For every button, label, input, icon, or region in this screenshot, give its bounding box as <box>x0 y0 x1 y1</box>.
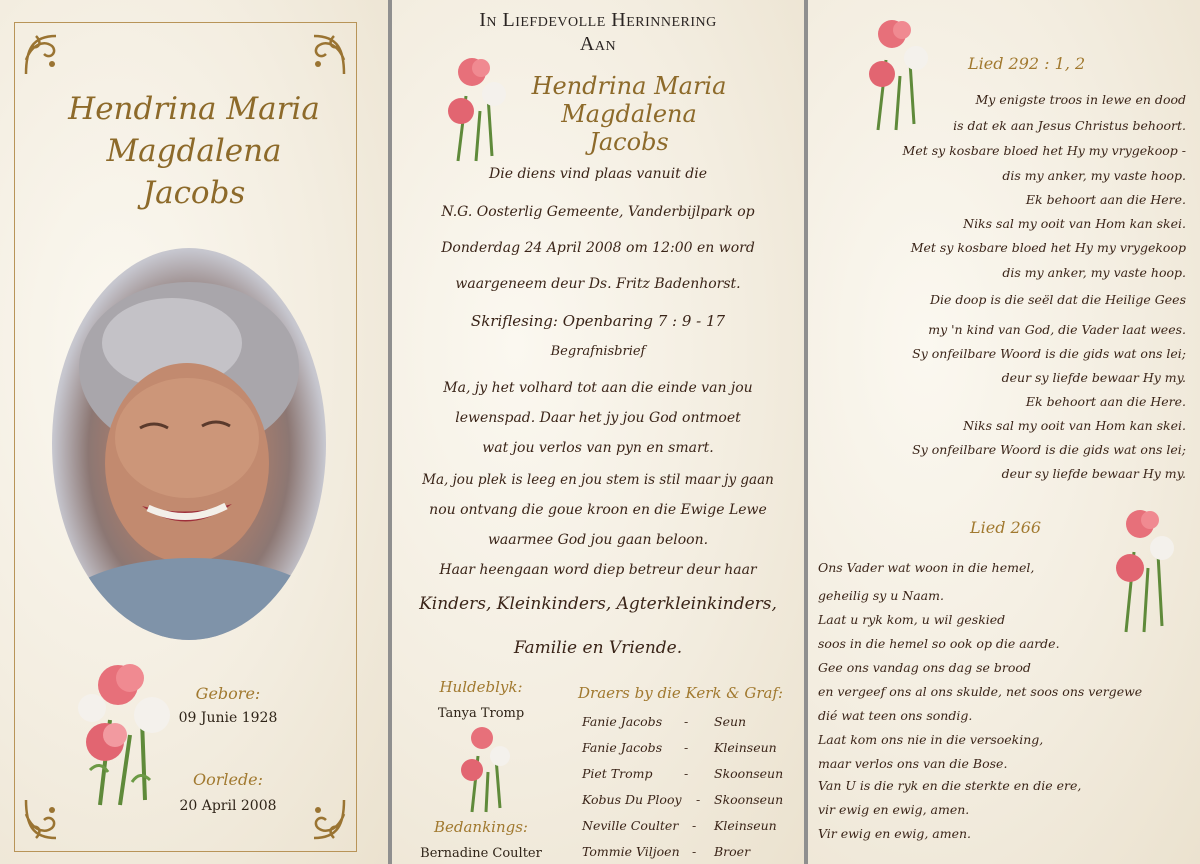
hymn1-line: Met sy kosbare bloed het Hy my vrygekoop - <box>902 143 1186 158</box>
letter-line: lewenspad. Daar het jy jou God ontmoet <box>455 410 741 426</box>
letter-line: Ma, jou plek is leeg en jou stem is stil maar jy gaan <box>422 472 774 488</box>
bearer-dash: - <box>692 818 697 833</box>
born-label: Gebore: <box>195 684 261 703</box>
memoriam-heading: In Liefdevolle Herinnering Aan <box>479 9 717 55</box>
hymn1-line: Met sy kosbare bloed het Hy my vrygekoop <box>910 240 1186 255</box>
hymn1-line: My enigste troos in lewe en dood <box>975 92 1186 107</box>
hymn2-line: dié wat teen ons sondig. <box>818 708 973 723</box>
service-line: waargeneem deur Ds. Fritz Badenhorst. <box>455 276 741 292</box>
service-line: Donderdag 24 April 2008 om 12:00 en word <box>441 240 755 256</box>
bearer-dash: - <box>696 792 701 807</box>
hymn1-line: deur sy liefde bewaar Hy my. <box>1001 370 1186 385</box>
portrait-photo <box>52 248 326 640</box>
carnation-flower-icon <box>450 726 514 818</box>
thanks-label: Bedankings: <box>433 818 528 836</box>
letter-title: Begrafnisbrief <box>550 344 646 359</box>
hymn-panel <box>808 0 1200 864</box>
bearer-dash: - <box>684 766 689 781</box>
cover-panel <box>0 0 388 864</box>
bearer-name: Fanie Jacobs <box>582 714 663 729</box>
hymn1-line: is dat ek aan Jesus Christus behoort. <box>953 118 1186 133</box>
carnation-flower-icon <box>854 18 930 138</box>
corner-ornament-icon <box>22 30 90 78</box>
corner-ornament-icon <box>280 30 348 78</box>
bearer-relation: Broer <box>714 844 751 859</box>
bearer-name: Piet Tromp <box>582 766 653 781</box>
bearer-name: Tommie Viljoen <box>582 844 680 859</box>
hymn2-line: Gee ons vandag ons dag se brood <box>818 660 1031 675</box>
bearer-relation: Skoonseun <box>714 766 784 781</box>
hymn2-line: Laat kom ons nie in die versoeking, <box>818 732 1044 747</box>
service-panel <box>392 0 804 864</box>
hymn1-line: Niks sal my ooit van Hom kan skei. <box>963 418 1186 433</box>
deceased-name-mid: Hendrina Maria Magdalena Jacobs <box>531 72 727 156</box>
bearer-name: Neville Coulter <box>582 818 679 833</box>
letter-line: Ma, jy het volhard tot aan die einde van jou <box>443 380 753 396</box>
hymn2-line: Laat u ryk kom, u wil geskied <box>818 612 1006 627</box>
hymn2-line: Vir ewig en ewig, amen. <box>818 826 972 841</box>
letter-line: waarmee God jou gaan beloon. <box>487 532 709 548</box>
service-line: Die diens vind plaas vanuit die <box>489 166 707 182</box>
hymn1-line: Sy onfeilbare Woord is die gids wat ons lei; <box>912 442 1186 457</box>
letter-line: nou ontvang die goue kroon en die Ewige Lewe <box>429 502 767 518</box>
bearer-relation: Skoonseun <box>714 792 784 807</box>
bearers-label: Draers by die Kerk & Graf: <box>578 684 784 702</box>
died-label: Oorlede: <box>192 770 264 789</box>
bearer-relation: Kleinseun <box>714 818 777 833</box>
hymn1-line: Ek behoort aan die Here. <box>1025 192 1186 207</box>
bearer-dash: - <box>684 740 689 755</box>
died-date: 20 April 2008 <box>179 798 277 814</box>
hymn1-line: deur sy liefde bewaar Hy my. <box>1001 466 1186 481</box>
hymn1-title: Lied 292 : 1, 2 <box>968 54 1086 73</box>
hymn1-line: Niks sal my ooit van Hom kan skei. <box>963 216 1186 231</box>
hymn2-line: en vergeef ons al ons skulde, net soos ons vergewe <box>818 684 1143 699</box>
hymn2-line: vir ewig en ewig, amen. <box>818 802 970 817</box>
bearer-name: Fanie Jacobs <box>582 740 663 755</box>
hymn2-line: Ons Vader wat woon in die hemel, <box>818 560 1035 575</box>
family-line: Kinders, Kleinkinders, Agterkleinkinders, <box>419 594 777 614</box>
hymn2-title: Lied 266 <box>970 518 1042 537</box>
hymn1-line: dis my anker, my vaste hoop. <box>1002 168 1186 183</box>
bearer-dash: - <box>684 714 689 729</box>
born-date: 09 Junie 1928 <box>178 710 278 726</box>
bearer-relation: Kleinseun <box>714 740 777 755</box>
deceased-name: Hendrina Maria Magdalena Jacobs <box>68 91 320 211</box>
hymn1-line: my 'n kind van God, die Vader laat wees. <box>928 322 1186 337</box>
bearer-relation: Seun <box>714 714 747 729</box>
hymn2-line: geheilig sy u Naam. <box>818 588 944 603</box>
hymn1-line: Sy onfeilbare Woord is die gids wat ons lei; <box>912 346 1186 361</box>
hymn2-line: Van U is die ryk en die sterkte en die ere, <box>818 778 1082 793</box>
hymn2-line: soos in die hemel so ook op die aarde. <box>818 636 1060 651</box>
family-line: Familie en Vriende. <box>513 638 683 658</box>
letter-line: wat jou verlos van pyn en smart. <box>482 440 714 456</box>
tribute-name: Tanya Tromp <box>437 706 525 721</box>
thanks-name: Bernadine Coulter <box>420 846 542 861</box>
hymn1-line: Ek behoort aan die Here. <box>1025 394 1186 409</box>
bearer-name: Kobus Du Plooy <box>582 792 682 807</box>
service-line: N.G. Oosterlig Gemeente, Vanderbijlpark op <box>441 204 755 220</box>
scripture-reading: Skriflesing: Openbaring 7 : 9 - 17 <box>470 312 726 330</box>
bearer-dash: - <box>692 844 697 859</box>
carnation-flower-icon <box>1104 508 1176 640</box>
hymn2-line: maar verlos ons van die Bose. <box>818 756 1008 771</box>
carnation-flower-icon <box>436 56 508 170</box>
hymn1-line: Die doop is die seël dat die Heilige Gees <box>929 292 1186 307</box>
letter-line: Haar heengaan word diep betreur deur haar <box>439 562 757 578</box>
hymn1-line: dis my anker, my vaste hoop. <box>1002 265 1186 280</box>
tribute-label: Huldeblyk: <box>439 678 523 696</box>
